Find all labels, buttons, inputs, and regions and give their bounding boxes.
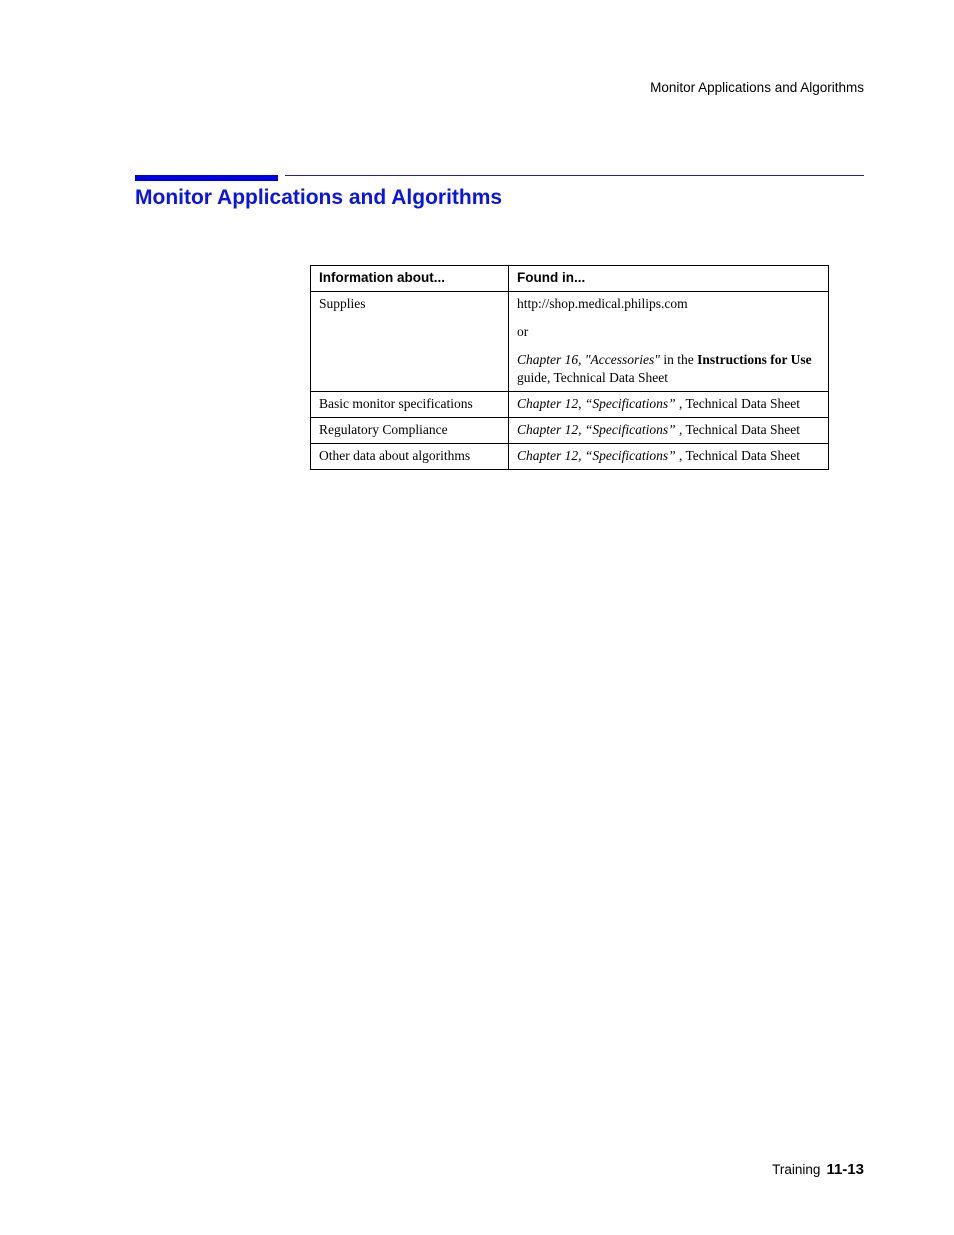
section-rule-thin — [285, 175, 864, 176]
reference-connector: in the — [659, 352, 698, 367]
reference-cell — [509, 444, 829, 470]
chapter-reference: Chapter 12, “Specifications” — [517, 422, 676, 437]
table-row — [311, 392, 829, 418]
topic-cell: Basic monitor specifications — [311, 392, 509, 418]
running-header: Monitor Applications and Algorithms — [650, 80, 864, 95]
column-header-found-in: Found in... — [509, 266, 829, 292]
section-rule-thick — [135, 175, 278, 181]
topic-cell: Other data about algorithms — [311, 444, 509, 470]
section-title: Monitor Applications and Algorithms — [135, 186, 503, 209]
topic-cell: Supplies — [311, 292, 509, 392]
information-table — [310, 265, 829, 470]
reference-tail: , Technical Data Sheet — [675, 422, 801, 437]
reference-tail: , Technical Data Sheet — [675, 448, 801, 463]
reference-cell — [509, 392, 829, 418]
page-footer — [772, 1161, 864, 1178]
chapter-reference: Chapter 16, "Accessories" — [517, 352, 660, 367]
table-row — [311, 444, 829, 470]
table-header-row — [311, 266, 829, 292]
reference-cell — [509, 418, 829, 444]
topic-cell: Regulatory Compliance — [311, 418, 509, 444]
chapter-reference: Chapter 12, “Specifications” — [517, 396, 676, 411]
or-text: or — [517, 324, 529, 339]
document-title: Instructions for Use — [697, 352, 812, 367]
table-row — [311, 418, 829, 444]
table-row — [311, 292, 829, 392]
chapter-reference: Chapter 12, “Specifications” — [517, 448, 676, 463]
column-header-information: Information about... — [311, 266, 509, 292]
page-number: 11-13 — [826, 1161, 864, 1178]
reference-tail: guide, Technical Data Sheet — [517, 370, 668, 385]
reference-cell — [509, 292, 829, 392]
reference-tail: , Technical Data Sheet — [675, 396, 801, 411]
supplies-url: http://shop.medical.philips.com — [517, 296, 688, 311]
supplies-reference — [517, 351, 820, 387]
footer-label: Training — [772, 1162, 821, 1177]
